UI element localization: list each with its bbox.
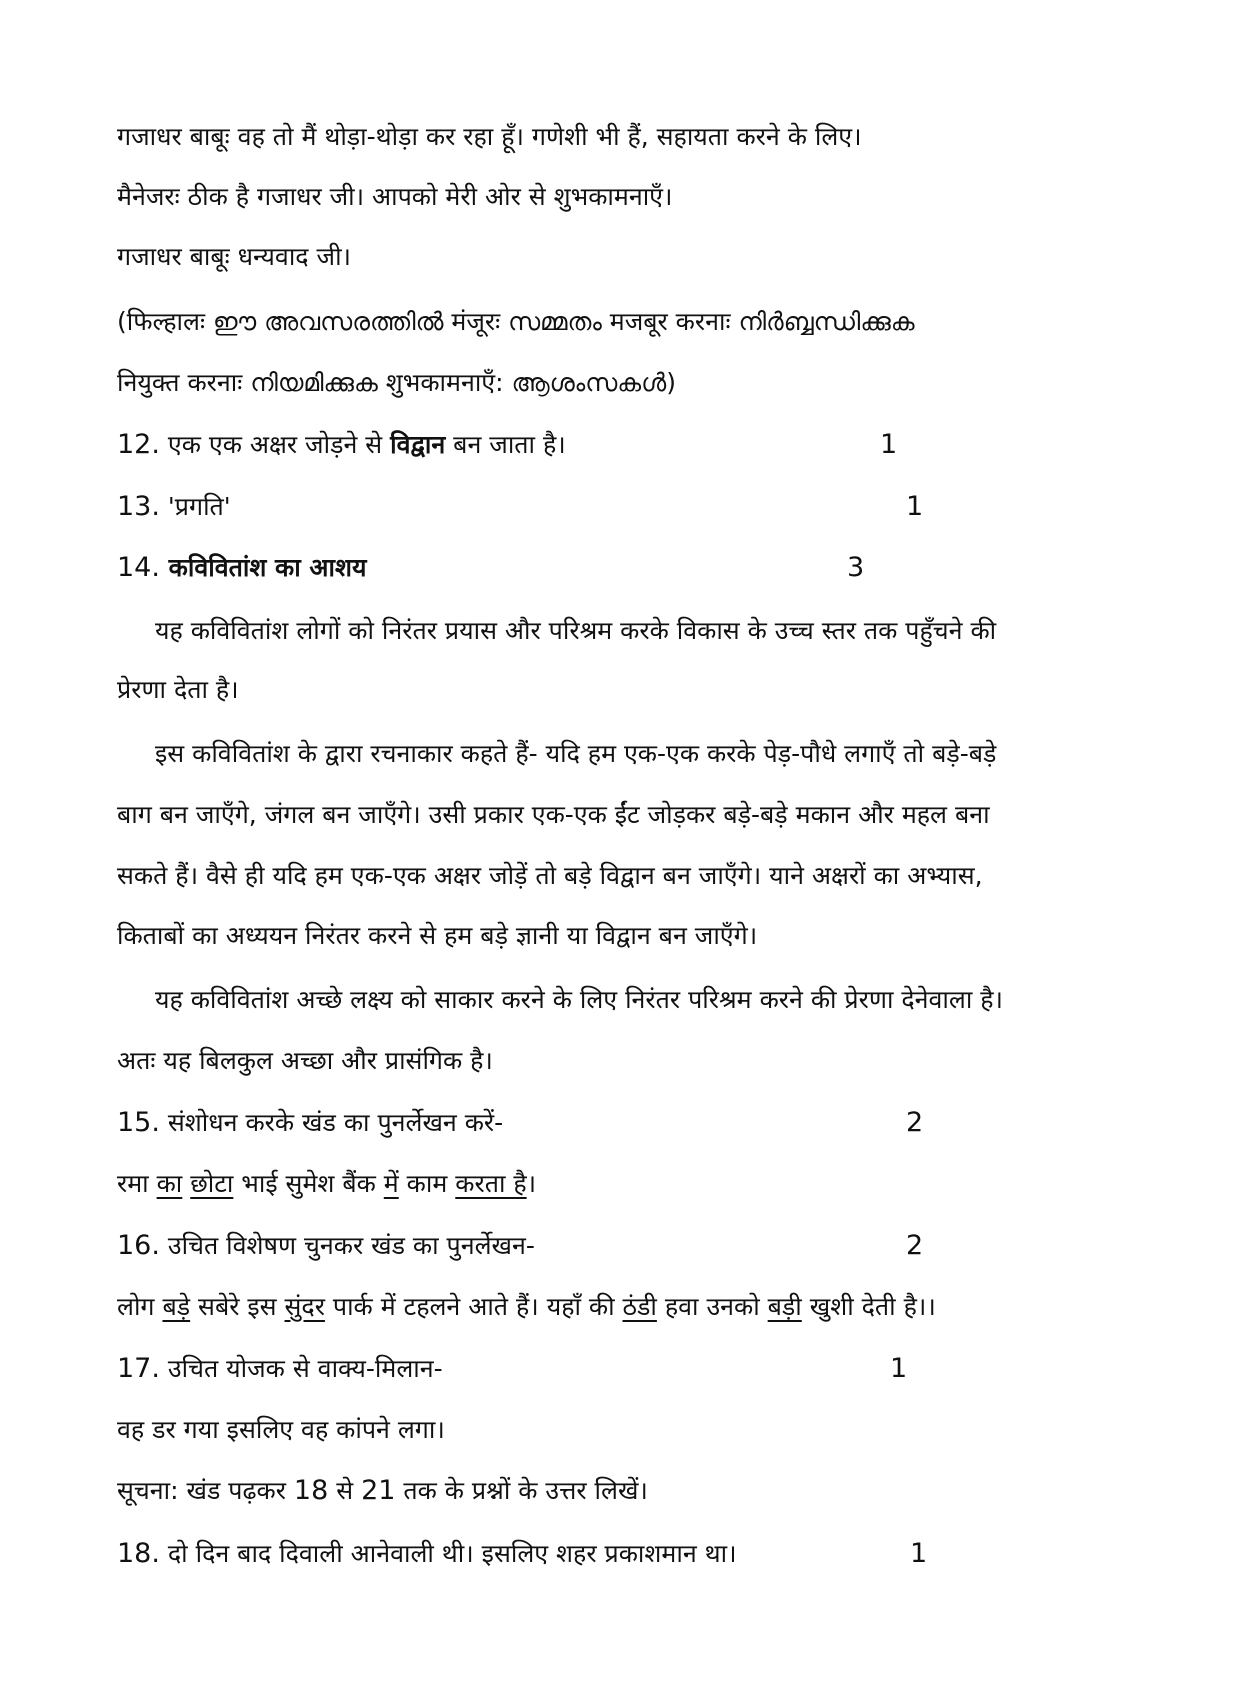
notice-line	[117, 1474, 648, 1508]
answer-text: लोग	[117, 1292, 163, 1321]
underlined-word: बड़ी	[767, 1292, 802, 1321]
answer-17: वह डर गया इसलिए वह कांपने लगा।	[117, 1415, 445, 1444]
question-text: 'प्रगति'	[159, 492, 231, 521]
notice-number: 18	[293, 1475, 329, 1506]
answer-text: काम	[398, 1169, 456, 1198]
paragraph-line: बाग बन जाएँगे, जंगल बन जाएँगे। उसी प्रकार एक-एक ईंट जोड़कर बड़े-बड़े मकान और महल बना	[117, 800, 990, 829]
dialogue-line-1: गजाधर बाबूः वह तो मैं थोड़ा-थोड़ा कर रहा हूँ। गणेशी भी हैं, सहायता करने के लिए।	[117, 122, 862, 151]
answer-text: रमा	[117, 1169, 157, 1198]
marks-q13: 1	[906, 491, 924, 522]
paragraph-line: यह कविवितांश अच्छे लक्ष्य को साकार करने के लिए निरंतर परिश्रम करने की प्रेरणा देनेवाला है।	[155, 985, 1004, 1014]
marks-q17: 1	[890, 1353, 908, 1384]
paragraph-line: यह कविवितांश लोगों को निरंतर प्रयास और परिश्रम करके विकास के उच्च स्तर तक पहुँचने की	[155, 616, 997, 645]
answer-text: सबेरे इस	[190, 1292, 285, 1321]
notice-text: तक के प्रश्नों के उत्तर लिखें।	[395, 1476, 648, 1505]
question-15	[117, 1106, 503, 1140]
underlined-word: छोटा	[190, 1169, 234, 1198]
question-title: कविवितांश का आशय	[159, 553, 367, 582]
answer-text: ।	[526, 1169, 537, 1198]
dialogue-line-3: गजाधर बाबूः धन्यवाद जी।	[117, 242, 352, 271]
question-number: 16.	[117, 1230, 160, 1261]
question-18	[117, 1537, 737, 1571]
paragraph-line: अतः यह बिलकुल अच्छा और प्रासंगिक है।	[117, 1046, 493, 1075]
answer-16	[117, 1290, 936, 1324]
answer-15	[117, 1167, 536, 1201]
marks-q14: 3	[847, 552, 865, 583]
underlined-word: सुंदर	[284, 1292, 325, 1321]
underlined-word: में	[383, 1169, 399, 1198]
question-text: उचित विशेषण चुनकर खंड का पुनर्लेखन-	[159, 1231, 535, 1260]
paragraph-line: इस कविवितांश के द्वारा रचनाकार कहते हैं- यदि हम एक-एक करके पेड़-पौधे लगाएँ तो बड़े-बड़े	[155, 739, 997, 768]
question-text: बन जाता है।	[445, 430, 566, 459]
underlined-word: का	[156, 1169, 183, 1198]
marks-q15: 2	[906, 1107, 924, 1138]
answer-text: भाई सुमेश बैंक	[233, 1169, 384, 1198]
question-13	[117, 490, 231, 524]
answer-text: पार्क में टहलने आते हैं। यहाँ की	[324, 1292, 623, 1321]
underlined-word: करता है	[455, 1169, 527, 1198]
question-number: 14.	[117, 552, 160, 583]
notice-number: 21	[361, 1475, 396, 1506]
marks-q16: 2	[906, 1230, 924, 1261]
paragraph-line: सकते हैं। वैसे ही यदि हम एक-एक अक्षर जोड़ें तो बड़े विद्वान बन जाएँगे। याने अक्षरों का अभ्यास,	[117, 861, 983, 890]
question-number: 13.	[117, 491, 160, 522]
question-14	[117, 551, 366, 585]
paragraph-line: किताबों का अध्ययन निरंतर करने से हम बड़े ज्ञानी या विद्वान बन जाएँगे।	[117, 921, 758, 950]
notice-text: सूचना: खंड पढ़कर	[117, 1476, 294, 1505]
paragraph-line: प्रेरणा देता है।	[117, 675, 239, 704]
question-16	[117, 1229, 535, 1263]
dialogue-line-2: मैनेजरः ठीक है गजाधर जी। आपको मेरी ओर से शुभकामनाएँ।	[117, 182, 673, 211]
underlined-word: बड़े	[162, 1292, 191, 1321]
underlined-word: ठंडी	[622, 1292, 657, 1321]
question-text: एक एक अक्षर जोड़ने से	[159, 430, 391, 459]
answer-text: हवा उनको	[656, 1292, 768, 1321]
question-number: 17.	[117, 1353, 160, 1384]
question-text: दो दिन बाद दिवाली आनेवाली थी। इसलिए शहर प्रकाशमान था।	[159, 1539, 737, 1568]
question-text: संशोधन करके खंड का पुनर्लेखन करें-	[159, 1108, 504, 1137]
question-17	[117, 1352, 443, 1386]
bold-word: विद्वान	[390, 430, 446, 459]
glossary-line-1: (फिल्हालः ഈ അവസരത്തിൽ मंजूरः സമ്മതം मजबूर करनाः നിർബ്ബന്ധിക്കുക	[117, 307, 915, 336]
glossary-line-2: नियुक्त करनाः നിയമിക്കുക शुभकामनाएँ: ആശംസകൾ)	[117, 368, 676, 397]
marks-q12: 1	[880, 429, 898, 460]
question-number: 15.	[117, 1107, 160, 1138]
marks-q18: 1	[910, 1538, 928, 1569]
notice-text: से	[328, 1476, 362, 1505]
question-text: उचित योजक से वाक्य-मिलान-	[159, 1354, 443, 1383]
question-number: 12.	[117, 429, 160, 460]
question-number: 18.	[117, 1538, 160, 1569]
answer-text: खुशी देती है।।	[801, 1292, 936, 1321]
question-12	[117, 428, 566, 462]
